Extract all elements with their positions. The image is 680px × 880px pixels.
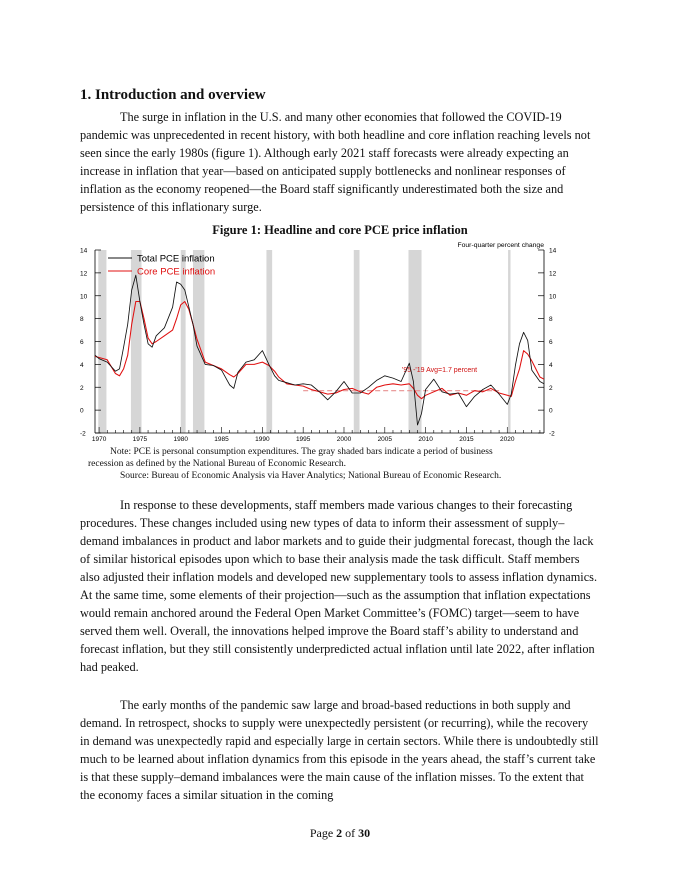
recession-bar-7	[508, 250, 510, 433]
x-tick-label: 2010	[418, 436, 433, 443]
y-tick-label-right: 4	[549, 361, 553, 369]
y-tick-label-left: 4	[80, 361, 84, 369]
page-total: 30	[358, 826, 371, 840]
section-heading: 1. Introduction and overview	[80, 87, 266, 103]
y-tick-label-left: 12	[80, 270, 88, 278]
paragraph-pandemic: The early months of the pandemic saw large and broad-based reductions in both supply and demand. In retrospect, shocks to supply were unexpectedly persistent (or recurring), while the recovery in demand was unexpectedly rapid and especially large in certain sectors. While there is undoubtedly still much to be learned about inflation dynamics from this episode in the years ahead, the staff’s current take is that these supply–demand imbalances were the main cause of the inflation misses. To the extent that the economy faces a similar situation in the coming	[80, 698, 599, 802]
x-tick-label: 1990	[255, 436, 270, 443]
recession-bar-6	[408, 250, 421, 433]
page-prefix: Page	[309, 826, 337, 840]
series-line-core	[95, 302, 544, 399]
x-tick-label: 1975	[132, 436, 148, 443]
figure-note-line2: recession as defined by the National Bureau of Economic Research.	[88, 459, 346, 469]
y-tick-label-left: 14	[80, 247, 88, 255]
x-tick-label: 1980	[173, 436, 188, 443]
y-tick-label-right: 10	[549, 293, 557, 301]
x-tick-label: 2015	[459, 436, 474, 443]
paragraph-intro: The surge in inflation in the U.S. and many other economies that followed the COVID-19 pandemic was unprecedented in recent history, with both headline and core inflation reaching levels not seen since the early 1980s (figure 1). Although early 2021 staff forecasts were already expecting an increase in inflation that year—based on anticipated supply bottlenecks and nonlinear responses of inflation as the economy reopened—the Board staff significantly underestimated both the size and persistence of this inflationary surge.	[80, 110, 591, 214]
average-annotation: '95 -'19 Avg=1.7 percent	[402, 367, 478, 374]
y-tick-label-left: 10	[80, 293, 88, 301]
page-of: of	[342, 826, 359, 840]
units-label: Four-quarter percent change	[457, 242, 544, 249]
legend-label-core: Core PCE inflation	[137, 266, 216, 278]
figure-note-line1: Note: PCE is personal consumption expenditures. The gray shaded bars indicate a period of business	[110, 447, 493, 457]
y-tick-label-left: 6	[80, 339, 84, 346]
y-tick-label-right: 6	[549, 339, 553, 346]
x-tick-label: 2020	[500, 436, 515, 443]
x-tick-label: 2005	[377, 436, 393, 443]
y-tick-label-right: -2	[549, 430, 555, 438]
y-tick-label-left: 8	[80, 316, 84, 324]
y-tick-label-right: 0	[549, 407, 553, 415]
page-number: 2	[336, 826, 343, 840]
y-tick-label-left: -2	[80, 430, 86, 438]
x-tick-label: 1970	[91, 436, 107, 443]
y-tick-label-left: 2	[80, 384, 84, 392]
recession-bar-5	[354, 250, 360, 433]
figure-source: Source: Bureau of Economic Analysis via Haver Analytics; National Bureau of Economic Research.	[120, 471, 502, 481]
recession-bar-4	[266, 250, 272, 433]
y-tick-label-left: 0	[80, 407, 84, 415]
x-tick-label: 1995	[295, 436, 311, 443]
x-tick-label: 1985	[214, 436, 229, 443]
page-footer	[0, 826, 680, 841]
x-ticks	[92, 427, 540, 443]
pce-inflation-chart	[78, 238, 572, 446]
legend-label-total: Total PCE inflation	[137, 253, 215, 265]
y-tick-label-right: 8	[549, 316, 553, 324]
y-tick-label-right: 12	[549, 270, 557, 278]
paragraph-forecasting: In response to these developments, staff members made various changes to their forecasting procedures. These changes included using new types of data to inform their assessment of supply–demand imbalances in product and labor markets and to guide their judgmental forecast, though the lack of similar historical episodes upon which to base their analysis made the task difficult. Staff members also adjusted their inflation models and developed new supplementary tools to assess inflation dynamics. At the same time, some elements of their projection—such as the assumption that inflation expectations would remain anchored around the Federal Open Market Committee’s (FOMC) target—seem to have served them well. Overall, the innovations helped improve the Board staff’s ability to understand and forecast inflation, but they still consistently underpredicted actual inflation until late 2022, after inflation had peaked.	[80, 498, 598, 674]
y-tick-label-right: 14	[549, 247, 557, 255]
x-tick-label: 2000	[336, 436, 352, 443]
figure-title: Figure 1: Headline and core PCE price inflation	[212, 223, 468, 237]
y-tick-label-right: 2	[549, 384, 553, 392]
series-line-total	[95, 275, 544, 425]
